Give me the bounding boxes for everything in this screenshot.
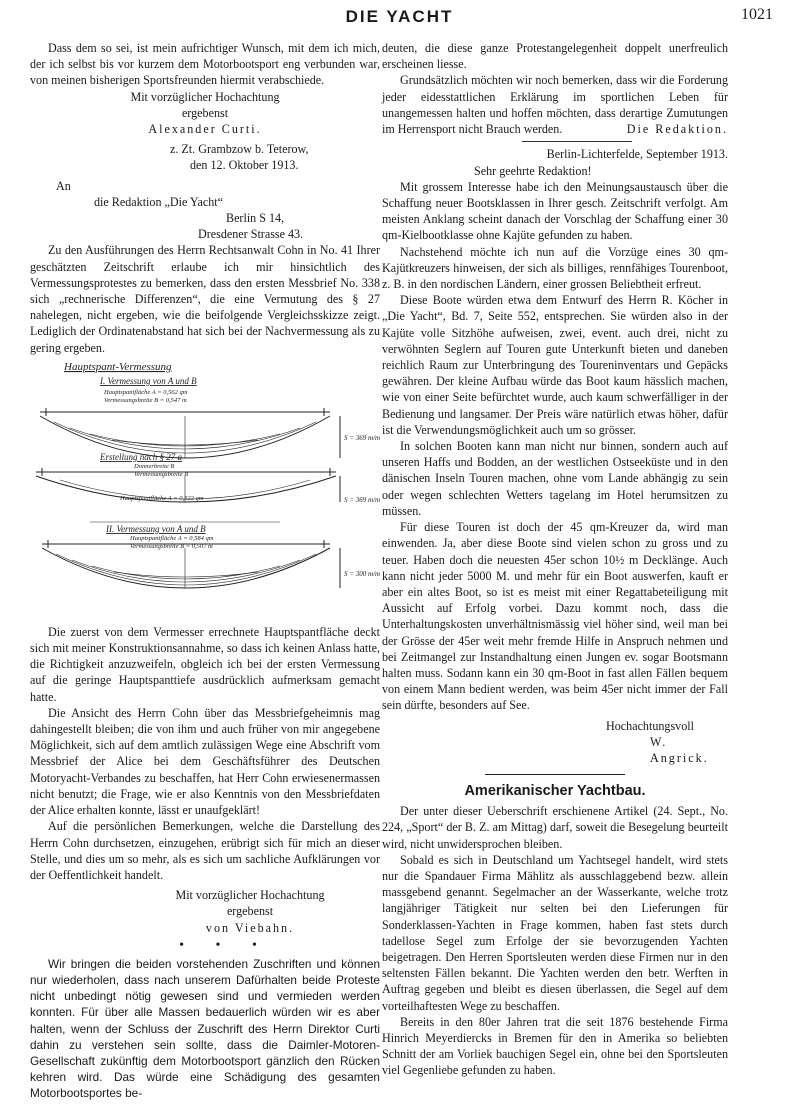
sketch-note: Hauptspantfläche A = 0,584 qm (130, 534, 214, 542)
paragraph: Der unter dieser Ueberschrift erschienene Artikel (24. Sept., No. 224, „Sport“ der B. Z. am Mittag) darf, soweit die Besegelung beurteilt wird, nicht unwidersprochen bleiben. (382, 804, 728, 851)
hull-comparison-sketch (30, 360, 380, 618)
editorial-note: Wir bringen die beiden vorstehenden Zuschriften und können nur wiederholen, dass nach unserem Dafürhalten beide Proteste nicht unbedingt nötig gewesen sind und vermieden werden konnten. Für über alle Massen bedauerlich würden wir es aber halten, wenn der Schluss der Zuschrift des Herrn Direktor Curti dahin zu verstehen sein sollte, dass die Daimler-Motoren-Gesellschaft zukünftig dem Motorbootsport gänzlich den Rücken kehren wird. Das würde eine Schädigung des gesamten Motorbootsportes be- (30, 956, 380, 1101)
closing-1 (30, 89, 380, 138)
sketch-section-label: Erstellung nach § 27 a (100, 451, 182, 462)
article-heading: Amerikanischer Yachtbau. (464, 783, 646, 800)
paragraph: deuten, die diese ganze Protestangelegenheit doppelt unerfreulich erscheinen liesse. (382, 41, 728, 72)
sketch-title: Hauptspant-Vermessung (64, 360, 172, 373)
sketch-section-label: I. Vermessung von A und B (100, 375, 197, 386)
sketch-note: Hauptspantfläche A = 0,562 qm (104, 388, 188, 396)
address-line: Berlin S 14, (226, 211, 285, 226)
sketch-note: Donnerbreite B (134, 462, 175, 470)
sketch-note: Vermessungsbreite B = 0,547 m (104, 396, 187, 404)
paragraph: Zu den Ausführungen des Herrn Rechtsanwalt Cohn in No. 41 Ihrer geschätzten Zeitschrift erlaube ich mir hinsichtlich des Vermessungsprotestes zu bemerken, dass den ersten Messbrief No. 338 sich „rechnerische Differenzen“, die eine Vermutung des § 27 nahelegen, nicht ergeben, wie die beifolgende Vergleichsskizze zeigt. Lediglich der Ordinatenabstand hat sich bei der Nachvermessung als zu gering ergeben. (30, 243, 380, 355)
article-rule (485, 774, 625, 775)
letter-place-date: Berlin-Lichterfelde, September 1913. (546, 147, 728, 162)
right-column (382, 40, 728, 1079)
sketch-measure: S = 369 m/m (344, 495, 380, 504)
date-line: den 12. Oktober 1913. (190, 158, 299, 173)
sketch-note: Vermessungsbreite B = 0,507 m (130, 542, 213, 550)
letter-closing: Hochachtungsvoll (606, 718, 694, 733)
left-column (30, 40, 380, 1102)
page-number: 1021 (741, 6, 773, 23)
sketch-measure: S = 369 m/m (344, 433, 380, 442)
page-header (0, 0, 799, 40)
editorial-signature: Die Redaktion. (626, 122, 728, 137)
letter-salutation: Sehr geehrte Redaktion! (474, 163, 592, 178)
address-an: An (56, 178, 71, 193)
closing-text: ergebenst (181, 105, 229, 120)
paragraph: In solchen Booten kann man nicht nur binnen, sondern auch auf unseren Haffs und Bodden, an der westlichen Ostseeküste und in den dänischen Inseln Touren machen, ohne vom Lande abhängig zu sein oder wegen schlechten Wetters tagelang im Hotel herumsitzen zu müssen. (382, 439, 728, 518)
paragraph: Mit grossem Interesse habe ich den Meinungsaustausch über die Schaffung neuer Bootsklassen in Ihrer gesch. Zeitschrift verfolgt. Am meisten Anklang scheint danach der Vorschlag der Schaffung einer 30 qm-Kielbootklasse ohne Kajüte gefunden zu haben. (382, 179, 728, 243)
sketch-note: Vermessungsbreite B (134, 470, 189, 478)
paragraph: Die zuerst von dem Vermesser errechnete Hauptspantfläche deckt sich mit meiner Konstruktionsannahme, so dass ich keinen Anlass hatte, die Richtigkeit anzuzweifeln, obgleich ich bei der ersten Vermessung auf die geringe Hauptspanttiefe ausdrücklich aufmerksam gemacht hatte. (30, 624, 380, 704)
closing-2 (30, 887, 380, 936)
paragraph: Dass dem so sei, ist mein aufrichtiger Wunsch, mit dem ich mich, der ich selbst bis vor kurzem dem Motorbootsport eng verbunden war, von meinen bisherigen Sportsfreunden hiermit verabschiede. (30, 41, 380, 88)
paragraph: Für diese Touren ist doch der 45 qm-Kreuzer da, wird man einwenden. Ja, aber diese Boote sind vielen schon zu gross und zu teuer. Haben doch die neuesten 45er schon 10½ m Decklänge. Auch kann nicht jeder 5000 M. und mehr für ein Boot auswerfen, kauft er aber ein altes Boot, so ist es meist mit einer Regattabeteiligung mit Aussicht auf Erfolg vorbei. Dazu kommt noch, dass die Unterhaltungskosten unverhältnismässig viel höher sind, weil man bei der Grösse der 45er weit mehr fremde Hilfe in Anspruch nehmen und bei Zeitmangel zur Instandhaltung einen Jungen ev. sogar Bootsmann halten muss. Sodann kann ein 30 qm-Boot in fast allen Fällen bequem von einem Mann bedient werden, was beim 45er nicht immer der Fall sein dürfte, besonders auf See. (382, 520, 728, 713)
sketch-note: Hauptspantfläche A = 0,522 qm (120, 494, 204, 502)
sketch-section-label: II. Vermessung von A und B (106, 523, 206, 534)
separator-rule (522, 141, 632, 142)
paragraph: Grundsätzlich möchten wir noch bemerken, dass wir die Forderung jeder eidesstattlichen Erklärung im sportlichen Leben für unangemessen halten und hoffen möchten, dass derartige Zumutungen im Herrensport nicht Brauch werden. (382, 73, 728, 137)
paragraph: Auf die persönlichen Bemerkungen, welche die Darstellung des Herrn Cohn durchsetzen, einzugehen, erübrigt sich für mich an dieser Stelle, und dies um so mehr, als es sich um sachliche Aufklärungen vor der Oeffentlichkeit handelt. (30, 819, 380, 882)
place-date (30, 141, 380, 173)
paragraph: Diese Boote würden etwa dem Entwurf des Herrn R. Köcher in „Die Yacht“, Bd. 7, Seite 552, entsprechen. Sie würden also in der Kajüte volle Sitzhöhe aufweisen, zwei, event. auch drei, nicht zu verwöhnten Seglern auf Touren gute Unterkunft bieten und daneben reichlich Raum zur Unterbringung des Toureninventars und Gepäcks gewähren. Der kleine Aufbau würde das Boot kaum hässlich machen, wie von einer Seite befürchtet wurde, auch kaum schwerfälliger in der Bedienung und langsamer. Der Preis wäre natürlich etwas höher, dafür ist die Verwendungsmöglichkeit auch um so grösser. (382, 293, 728, 437)
closing-text: Mit vorzüglicher Hochachtung (175, 888, 325, 903)
closing-text: ergebenst (226, 904, 274, 919)
paragraph: Bereits in den 80er Jahren trat die seit 1876 bestehende Firma Hinrich Meyerdiercks in Bremen für den in Amerika so beliebten Schnitt der am Vorliek bauchigen Segel ein, ohne bei den Sportsleuten viel Gegenliebe gefunden zu haben. (382, 1014, 728, 1078)
signature-name: W. Angrick. (650, 734, 709, 765)
paragraph: Die Ansicht des Herrn Cohn über das Messbriefgeheimnis mag dahingestellt bleiben; die von ihm und auch früher von mir angegebene Möglichkeit, sich auf dem amtlich zulässigen Wege eine Abschrift vom Messbrief der Alice bei dem Geschäftsführer des Deutschen Motoryacht-Verbandes zu beschaffen, hat Herr Cohn erwiesenermassen nicht benutzt; die Frage, wie er also Kenntnis von den Messbriefdaten der Alice erhalten konnte, lässt er unaufgeklärt! (30, 705, 380, 818)
address-line: Dresdener Strasse 43. (198, 227, 304, 242)
address-block (30, 178, 380, 243)
address-line: die Redaktion „Die Yacht“ (94, 194, 223, 209)
section-separator: • • • (179, 937, 271, 953)
signature-name: Alexander Curti. (148, 122, 262, 137)
place-line: z. Zt. Grambzow b. Teterow, (170, 142, 309, 157)
signature-name: von Viebahn. (205, 920, 295, 935)
paragraph: Sobald es sich in Deutschland um Yachtsegel handelt, wird stets nur die Spandauer Firma Mählitz als ausschlaggebend bezw. allein massgebend genannt. Segelmacher an der Wasserkante, welche trotz langjähriger Tätigkeit nur selten bei den Lieferungen für Sonderklassen-Yachten in Frage kommen, haben fast stets durch tadellose Segel zum Erfolge der sie bevorzugenden Yachten beigetragen. Den Herren Sportsleuten werden diese Firmen nur in den seltensten Fällen bekannt. Die Yachten werden den betr. Werften in Auftrag gegeben und bleibt es diesen überlassen, die Segel auf dem vorteilhaftesten Wege zu beschaffen. (382, 852, 728, 1013)
running-title: DIE YACHT (345, 7, 454, 26)
closing-text: Mit vorzüglicher Hochachtung (130, 89, 280, 104)
sketch-measure: S = 300 m/m (344, 569, 380, 578)
paragraph: Nachstehend möchte ich nun auf die Vorzüge eines 30 qm-Kajütkreuzers hinweisen, der sich als billiges, rennfähiges Tourenboot, z. B. in den nordischen Ländern, einer grossen Beliebtheit erfreut. (382, 244, 728, 292)
